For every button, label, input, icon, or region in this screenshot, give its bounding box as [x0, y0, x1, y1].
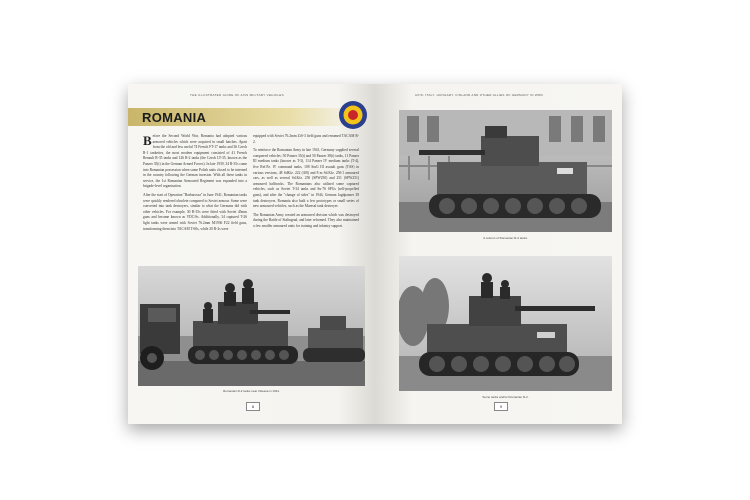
tank-column-photo [138, 266, 365, 386]
left-page [128, 84, 375, 424]
magazine-spread [128, 84, 622, 424]
section-title: ROMANIA [142, 110, 207, 125]
left-page-number: 8 [246, 402, 260, 411]
left-running-head: THE ILLUSTRATED GUIDE OF AXIS MILITARY VEHICLES [190, 93, 284, 97]
text-column-1 [143, 134, 247, 235]
paragraph-barbarossa: After the start of Operation "Barbarossa" in June 1941, Romanian tanks were quickly rendered obsolete compared to Soviet armour. Some were converted into tank destroyers, similar to what the Germans did with other vehicles. For example, 30 R-35s were fitted with Soviet 45mm guns and became known as VDC/Ss. Additionally, 34 captured T-26 light tanks were armed with Soviet 76.2mm M1936 F22 field guns, transforming them into TACAM T-60s, while 20 R-2s were [143, 192, 247, 231]
text-column-2 [253, 134, 359, 233]
section-banner [128, 108, 358, 126]
right-running-head: AXIS: ITALY, HUNGARY, FINLAND AND OTHER ALLIES OF GERMANY IN WWII [415, 93, 544, 97]
romania-roundel-icon [338, 100, 368, 130]
paragraph-german-supply: To reinforce the Romanian Army in late 1941, Germany supplied several conquered vehicles: 50 Panzer 35(t) and 50 Panzer 38(t) tanks, 11 Panzer III medium tanks (known as T-3), 114 Panzer IV medium tanks (T-4), five Ref.Pz. IV command tanks, 108 StuG III assault guns (TAS) in various versions, 48 SdKfz. 222 (AB) and 8 m Sd.Kfz. 250/1 armoured cars, as well as several Sd.Kfz. 250 (SPW250) and 251 (SPW251) armoured halftracks. The Romanians also utilised some captured vehicles, such as Soviet T-34 tanks and Su-76 SPGs (self-propelled guns), and after the "change of sides" in 1944, German Jagdpanzer 38 tank destroyers. Romania also built a few prototypes or small series of new armoured vehicles, such as the Maresal tank destroyer. [253, 148, 359, 209]
paragraph-tacam: equipped with Soviet 76.2mm ZiS-3 field guns and renamed TACAM R-2. [253, 134, 359, 144]
tank-photo-bottom [399, 256, 612, 391]
paragraph-intro: Before the Second World War, Romania had adopted various armored vehicles which were acquired in small batches. Apart from the old and less useful 74 French FT-17 tanks and 36 Czech R-1 tankettes, the most modern equipment consisted of 41 French Renault R-35 tanks and 126 R-2 tanks (the Czech LT-35, known as the Panzer 35(t) in the German Armed Forces). In late 1939, 34 R-35s came into Romanian possession when some Polish units closed to be interned in the country following the German invasion. With all these tanks in service, the 1st Romanian Armoured Regiment was expanded into a brigade-level organisation. [143, 133, 247, 189]
tank-photo-top [399, 110, 612, 232]
drop-cap: B [143, 133, 152, 148]
right-page [375, 84, 622, 424]
left-photo-caption: Romanian R-2 tanks near Odessa in 1941. [223, 389, 280, 393]
right-top-photo-caption: A column of Romanian R-2 tanks. [483, 236, 528, 240]
right-page-number: 9 [494, 402, 508, 411]
paragraph-armoured-division: The Romanian Army created an armoured division which was destroyed during the Battle of Stalingrad, and later reformed. They also maintained a few smaller armoured units for training and infantry support. [253, 212, 359, 228]
right-bottom-photo-caption: Some tanks and/or Romanian R-2. [482, 395, 529, 399]
